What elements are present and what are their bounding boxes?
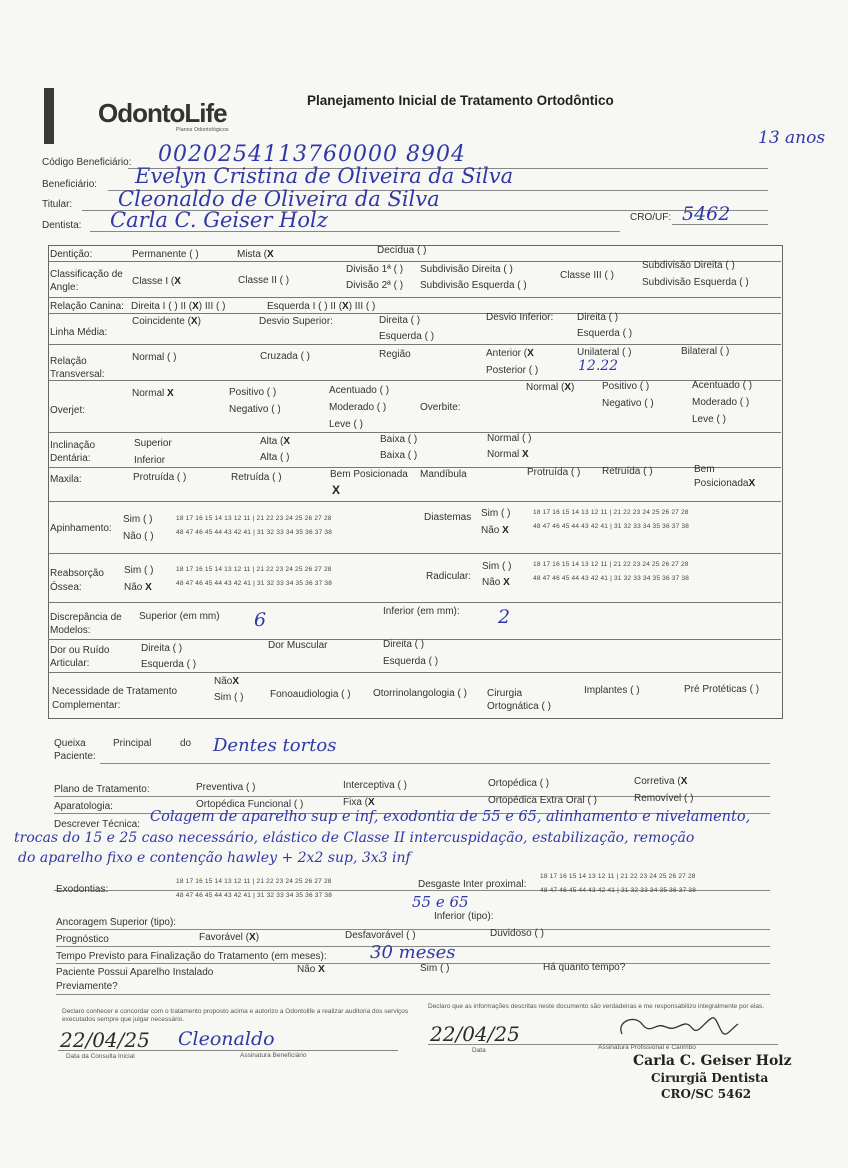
diastemas-label: Diastemas bbox=[424, 512, 472, 523]
rc-direita-option[interactable]: Direita I ( ) II (X) III ( ) bbox=[131, 301, 226, 312]
tempo-label: Tempo Previsto para Finalização do Tratamento (em meses): bbox=[56, 951, 327, 962]
angle-label: Angle: bbox=[50, 282, 79, 293]
classe3-option[interactable]: Classe III ( ) bbox=[560, 270, 614, 281]
corretiva-option[interactable]: Corretiva (X bbox=[634, 776, 688, 787]
dor-label: Dor ou Ruído bbox=[50, 645, 110, 656]
assinatura-profissional-caption: Assinatura Profissional e Carimbo bbox=[598, 1044, 696, 1051]
ds-direita-option[interactable]: Direita ( ) bbox=[379, 315, 421, 326]
stamp-title: Cirurgiã Dentista bbox=[651, 1071, 769, 1085]
previamente-label: Previamente? bbox=[56, 981, 118, 992]
logo bbox=[98, 98, 227, 129]
ds-esquerda-option[interactable]: Esquerda ( ) bbox=[379, 331, 435, 342]
radicular-lower-teeth: 48 47 46 45 44 43 42 41 | 31 32 33 34 35 36 37 38 bbox=[533, 575, 690, 582]
subdivisao-direita-option[interactable]: Subdivisão Direita ( ) bbox=[420, 264, 513, 275]
superior-mm-label: Superior (em mm) bbox=[139, 611, 220, 622]
linha-media-label: Linha Média: bbox=[50, 327, 108, 338]
apinhamento-upper-teeth: 18 17 16 15 14 13 12 11 | 21 22 23 24 25 26 27 28 bbox=[176, 515, 332, 522]
pre-proteticas-option[interactable]: Pré Protéticas ( ) bbox=[684, 684, 760, 695]
exodontias-note: 55 e 65 bbox=[412, 893, 469, 911]
radicular-nao-option[interactable]: Não X bbox=[482, 577, 510, 588]
ortognatica-option[interactable]: Ortognática ( ) bbox=[487, 701, 551, 712]
dm-direita-option[interactable]: Direita ( ) bbox=[383, 639, 425, 650]
coincidente-option[interactable]: Coincidente (X) bbox=[132, 316, 201, 327]
codigo-value[interactable]: 0020254113760000 8904 bbox=[158, 142, 466, 167]
professional-signature bbox=[612, 1008, 747, 1046]
anterior-option[interactable]: Anterior (X bbox=[486, 348, 534, 359]
inferior-mm-value[interactable]: 2 bbox=[498, 606, 511, 628]
apinhamento-sim-option[interactable]: Sim ( ) bbox=[123, 514, 153, 525]
desgaste-lower-teeth: 48 47 46 45 44 43 42 41 | 31 32 33 34 35 36 37 38 bbox=[540, 887, 697, 894]
overbite-positivo-option[interactable]: Positivo ( ) bbox=[602, 381, 650, 392]
ortopedica-extra-oral-option[interactable]: Ortopédica Extra Oral ( ) bbox=[488, 795, 597, 806]
data-profissional-value[interactable]: 22/04/25 bbox=[430, 1022, 520, 1046]
dm-esquerda-option[interactable]: Esquerda ( ) bbox=[383, 656, 439, 667]
cro-value[interactable]: 5462 bbox=[682, 203, 731, 225]
possui-aparelho-label: Paciente Possui Aparelho Instalado bbox=[56, 967, 214, 978]
nc-nao-option[interactable]: NãoX bbox=[214, 676, 240, 687]
mandibula-bem-label: Bem bbox=[694, 464, 715, 475]
overbite-negativo-option[interactable]: Negativo ( ) bbox=[602, 398, 654, 409]
mista-option[interactable]: Mista (X bbox=[237, 249, 274, 260]
radicular-label: Radicular: bbox=[426, 571, 472, 582]
modelos-label: Modelos: bbox=[50, 625, 91, 636]
otorrino-option[interactable]: Otorrinolangologia ( ) bbox=[373, 688, 467, 699]
descrever-tecnica-label: Descrever Técnica: bbox=[54, 819, 140, 830]
radicular-upper-teeth: 18 17 16 15 14 13 12 11 | 21 22 23 24 25 26 27 28 bbox=[533, 561, 689, 568]
exodontias-upper-teeth: 18 17 16 15 14 13 12 11 | 21 22 23 24 25 26 27 28 bbox=[176, 878, 332, 885]
inclinacao-label: Inclinação bbox=[50, 440, 96, 451]
beneficiario-value[interactable]: Evelyn Cristina de Oliveira da Silva bbox=[135, 164, 514, 188]
classe1-option[interactable]: Classe I (X bbox=[132, 276, 181, 287]
ortopedica-funcional-option[interactable]: Ortopédica Funcional ( ) bbox=[196, 799, 304, 810]
titular-value[interactable]: Cleonaldo de Oliveira da Silva bbox=[118, 187, 440, 211]
maxila-bem-mark: X bbox=[332, 483, 341, 497]
interceptiva-option[interactable]: Interceptiva ( ) bbox=[343, 780, 407, 791]
apinhamento-nao-option[interactable]: Não ( ) bbox=[123, 531, 154, 542]
declaracao-profissional: Declaro que as informações descritas neste documento são verdadeiras e me responsabilizo integralmente por elas. bbox=[428, 1003, 765, 1010]
di-esquerda-option[interactable]: Esquerda ( ) bbox=[577, 328, 633, 339]
dor-esquerda-option[interactable]: Esquerda ( ) bbox=[141, 659, 197, 670]
aparatologia-label: Aparatologia: bbox=[54, 801, 113, 812]
ossea-upper-teeth: 18 17 16 15 14 13 12 11 | 21 22 23 24 25 26 27 28 bbox=[176, 566, 332, 573]
inc-superior-label: Superior bbox=[134, 438, 172, 449]
transversal-note: 12.22 bbox=[578, 358, 619, 374]
aparelho-sim-option[interactable]: Sim ( ) bbox=[420, 963, 450, 974]
cro-label: CRO/UF: bbox=[630, 212, 672, 223]
nc-sim-option[interactable]: Sim ( ) bbox=[214, 692, 244, 703]
diastemas-upper-teeth: 18 17 16 15 14 13 12 11 | 21 22 23 24 25 26 27 28 bbox=[533, 509, 689, 516]
mandibula-protruida-option[interactable]: Protruída ( ) bbox=[527, 467, 581, 478]
rt-normal-option[interactable]: Normal ( ) bbox=[132, 352, 177, 363]
reabsorcao-label: Reabsorção bbox=[50, 568, 104, 579]
radicular-sim-option[interactable]: Sim ( ) bbox=[482, 561, 512, 572]
subdivisao-esquerda-option[interactable]: Subdivisão Esquerda ( ) bbox=[420, 280, 527, 291]
divisao1-option[interactable]: Divisão 1ª ( ) bbox=[346, 264, 404, 275]
do-label: do bbox=[180, 738, 192, 749]
maxila-bem-posicionada-option[interactable]: Bem Posicionada bbox=[330, 469, 408, 480]
complementar-label: Complementar: bbox=[52, 700, 121, 711]
beneficiario-label: Beneficiário: bbox=[42, 179, 98, 190]
side-strip bbox=[44, 88, 54, 144]
mandibula-label: Mandíbula bbox=[420, 469, 467, 480]
desgaste-label: Desgaste Inter proximal: bbox=[418, 879, 527, 890]
data-consulta-caption: Data da Consulta Inicial bbox=[66, 1053, 135, 1060]
dentaria-label: Dentária: bbox=[50, 453, 91, 464]
ancoragem-label: Ancoragem Superior (tipo): bbox=[56, 917, 177, 928]
favoravel-option[interactable]: Favorável (X) bbox=[199, 932, 260, 943]
overjet-normal-option[interactable]: Normal X bbox=[132, 388, 174, 399]
declaracao-beneficiario: Declaro conhecer e concordar com o tratamento proposto acima e autorizo a Odontolife a realizar auditoria dos serviços executados sempre que julgar necessário. bbox=[62, 1008, 409, 1023]
permanente-option[interactable]: Permanente ( ) bbox=[132, 249, 199, 260]
cirurgia-label: Cirurgia bbox=[487, 688, 523, 699]
decidua-option[interactable]: Decídua ( ) bbox=[377, 245, 427, 256]
inc-inferior-label: Inferior bbox=[134, 455, 166, 466]
classificacao-label: Classificação de bbox=[50, 269, 123, 280]
inferior-mm-label: Inferior (em mm): bbox=[383, 606, 460, 617]
desvio-superior-label: Desvio Superior: bbox=[259, 316, 333, 327]
apinhamento-lower-teeth: 48 47 46 45 44 43 42 41 | 31 32 33 34 35 36 37 38 bbox=[176, 529, 333, 536]
relacao-label: Relação bbox=[50, 356, 87, 367]
age-note: 13 anos bbox=[758, 128, 826, 148]
overjet-moderado-option[interactable]: Moderado ( ) bbox=[329, 402, 387, 413]
dor-muscular-label: Dor Muscular bbox=[268, 640, 328, 651]
regiao-label: Região bbox=[379, 349, 411, 360]
discrepancia-label: Discrepância de bbox=[50, 612, 122, 623]
stamp-name: Carla C. Geiser Holz bbox=[633, 1053, 792, 1069]
principal-label: Principal bbox=[113, 738, 152, 749]
maxila-label: Maxila: bbox=[50, 474, 82, 485]
ortopedica-option[interactable]: Ortopédica ( ) bbox=[488, 778, 550, 789]
dor-direita-option[interactable]: Direita ( ) bbox=[141, 643, 183, 654]
maxila-protruida-option[interactable]: Protruída ( ) bbox=[133, 472, 187, 483]
inc-sup-baixa-option[interactable]: Baixa ( ) bbox=[380, 434, 418, 445]
rc-esquerda-option[interactable]: Esquerda I ( ) II (X) III ( ) bbox=[267, 301, 376, 312]
unilateral-option[interactable]: Unilateral ( ) bbox=[577, 347, 632, 358]
ossea-nao-option[interactable]: Não X bbox=[124, 582, 152, 593]
logo-text: OdontoLife bbox=[98, 98, 227, 128]
posterior-option[interactable]: Posterior ( ) bbox=[486, 365, 539, 376]
page-title: Planejamento Inicial de Tratamento Ortodôntico bbox=[307, 93, 614, 108]
logo-subtitle: Planos Odontológicos bbox=[176, 127, 229, 133]
mandibula-retruida-option[interactable]: Retruída ( ) bbox=[602, 466, 653, 477]
technique-line-3[interactable]: do aparelho fixo e contenção hawley + 2x2 sup, 3x3 inf bbox=[18, 850, 411, 866]
diastemas-nao-option[interactable]: Não X bbox=[481, 525, 509, 536]
aparelho-nao-option[interactable]: Não X bbox=[297, 964, 325, 975]
ancoragem-inferior-label: Inferior (tipo): bbox=[434, 911, 494, 922]
overjet-negativo-option[interactable]: Negativo ( ) bbox=[229, 404, 281, 415]
ossea-lower-teeth: 48 47 46 45 44 43 42 41 | 31 32 33 34 35 36 37 38 bbox=[176, 580, 333, 587]
data-caption: Data bbox=[472, 1047, 486, 1054]
relacao-canina-label: Relação Canina: bbox=[50, 301, 124, 312]
diastemas-lower-teeth: 48 47 46 45 44 43 42 41 | 31 32 33 34 35 36 37 38 bbox=[533, 523, 690, 530]
articular-label: Articular: bbox=[50, 658, 90, 669]
stamp-cro: CRO/SC 5462 bbox=[661, 1087, 752, 1101]
exodontias-label: Exodontias: bbox=[56, 884, 109, 895]
overjet-leve-option[interactable]: Leve ( ) bbox=[329, 419, 363, 430]
duvidoso-option[interactable]: Duvidoso ( ) bbox=[490, 928, 544, 939]
diastemas-sim-option[interactable]: Sim ( ) bbox=[481, 508, 511, 519]
overjet-positivo-option[interactable]: Positivo ( ) bbox=[229, 387, 277, 398]
desvio-inferior-label: Desvio Inferior: bbox=[486, 312, 554, 323]
queixa-label: Queixa bbox=[54, 738, 86, 749]
overbite-normal-option[interactable]: Normal (X) bbox=[526, 382, 575, 393]
necessidade-label: Necessidade de Tratamento bbox=[52, 686, 178, 697]
overbite-moderado-option[interactable]: Moderado ( ) bbox=[692, 397, 750, 408]
assinatura-beneficiario-value[interactable]: Cleonaldo bbox=[178, 1028, 275, 1050]
rt-cruzada-option[interactable]: Cruzada ( ) bbox=[260, 351, 311, 362]
prognostico-label: Prognóstico bbox=[56, 934, 109, 945]
subdivisao3-direita-option[interactable]: Subdivisão Direita ( ) bbox=[642, 260, 735, 271]
data-consulta-value[interactable]: 22/04/25 bbox=[60, 1028, 150, 1052]
inc-sup-alta-option[interactable]: Alta (X bbox=[260, 436, 291, 447]
transversal-label: Transversal: bbox=[50, 369, 105, 380]
ha-quanto-tempo-label: Há quanto tempo? bbox=[543, 962, 626, 973]
overjet-label: Overjet: bbox=[50, 405, 86, 416]
assinatura-beneficiario-caption: Assinatura Beneficiário bbox=[240, 1052, 307, 1059]
di-direita-option[interactable]: Direita ( ) bbox=[577, 312, 619, 323]
fixa-option[interactable]: Fixa (X bbox=[343, 797, 375, 808]
tempo-value[interactable]: 30 meses bbox=[370, 942, 456, 963]
mandibula-posicionada-option[interactable]: PosicionadaX bbox=[694, 478, 756, 489]
bilateral-option[interactable]: Bilateral ( ) bbox=[681, 346, 730, 357]
classe2-option[interactable]: Classe II ( ) bbox=[238, 275, 290, 286]
desgaste-upper-teeth: 18 17 16 15 14 13 12 11 | 21 22 23 24 25 26 27 28 bbox=[540, 873, 696, 880]
ossea-sim-option[interactable]: Sim ( ) bbox=[124, 565, 154, 576]
apinhamento-label: Apinhamento: bbox=[50, 523, 112, 534]
technique-line-2[interactable]: trocas do 15 e 25 caso necessário, elástico de Classe II intercuspidação, estabilização, remoção bbox=[14, 830, 695, 846]
superior-mm-value[interactable]: 6 bbox=[254, 609, 267, 631]
preventiva-option[interactable]: Preventiva ( ) bbox=[196, 782, 256, 793]
paciente-label: Paciente: bbox=[54, 751, 96, 762]
overbite-acentuado-option[interactable]: Acentuado ( ) bbox=[692, 380, 753, 391]
inc-sup-normal-option[interactable]: Normal ( ) bbox=[487, 433, 532, 444]
exodontias-lower-teeth: 48 47 46 45 44 43 42 41 | 31 32 33 34 35 36 37 38 bbox=[176, 892, 333, 899]
overbite-label: Overbite: bbox=[420, 402, 461, 413]
desfavoravel-option[interactable]: Desfavorável ( ) bbox=[345, 930, 416, 941]
titular-label: Titular: bbox=[42, 199, 73, 210]
plano-label: Plano de Tratamento: bbox=[54, 784, 150, 795]
overjet-acentuado-option[interactable]: Acentuado ( ) bbox=[329, 385, 390, 396]
divisao2-option[interactable]: Divisão 2ª ( ) bbox=[346, 280, 404, 291]
overbite-leve-option[interactable]: Leve ( ) bbox=[692, 414, 726, 425]
subdivisao3-esquerda-option[interactable]: Subdivisão Esquerda ( ) bbox=[642, 277, 749, 288]
removivel-option[interactable]: Removível ( ) bbox=[634, 793, 694, 804]
fonoaudiologia-option[interactable]: Fonoaudiologia ( ) bbox=[270, 689, 351, 700]
maxila-retruida-option[interactable]: Retruída ( ) bbox=[231, 472, 282, 483]
inc-inf-alta-option[interactable]: Alta ( ) bbox=[260, 452, 290, 463]
inc-inf-normal-option[interactable]: Normal X bbox=[487, 449, 529, 460]
queixa-value[interactable]: Dentes tortos bbox=[213, 735, 337, 756]
ossea-label: Óssea: bbox=[50, 582, 82, 593]
dentista-value[interactable]: Carla C. Geiser Holz bbox=[110, 208, 328, 232]
denticao-label: Dentição: bbox=[50, 249, 93, 260]
inc-inf-baixa-option[interactable]: Baixa ( ) bbox=[380, 450, 418, 461]
technique-line-1[interactable]: Colagem de aparelho sup e inf, exodontia de 55 e 65, alinhamento e nivelamento, bbox=[150, 809, 751, 825]
implantes-option[interactable]: Implantes ( ) bbox=[584, 685, 640, 696]
dentista-label: Dentista: bbox=[42, 220, 82, 231]
codigo-label: Código Beneficiário: bbox=[42, 157, 132, 168]
